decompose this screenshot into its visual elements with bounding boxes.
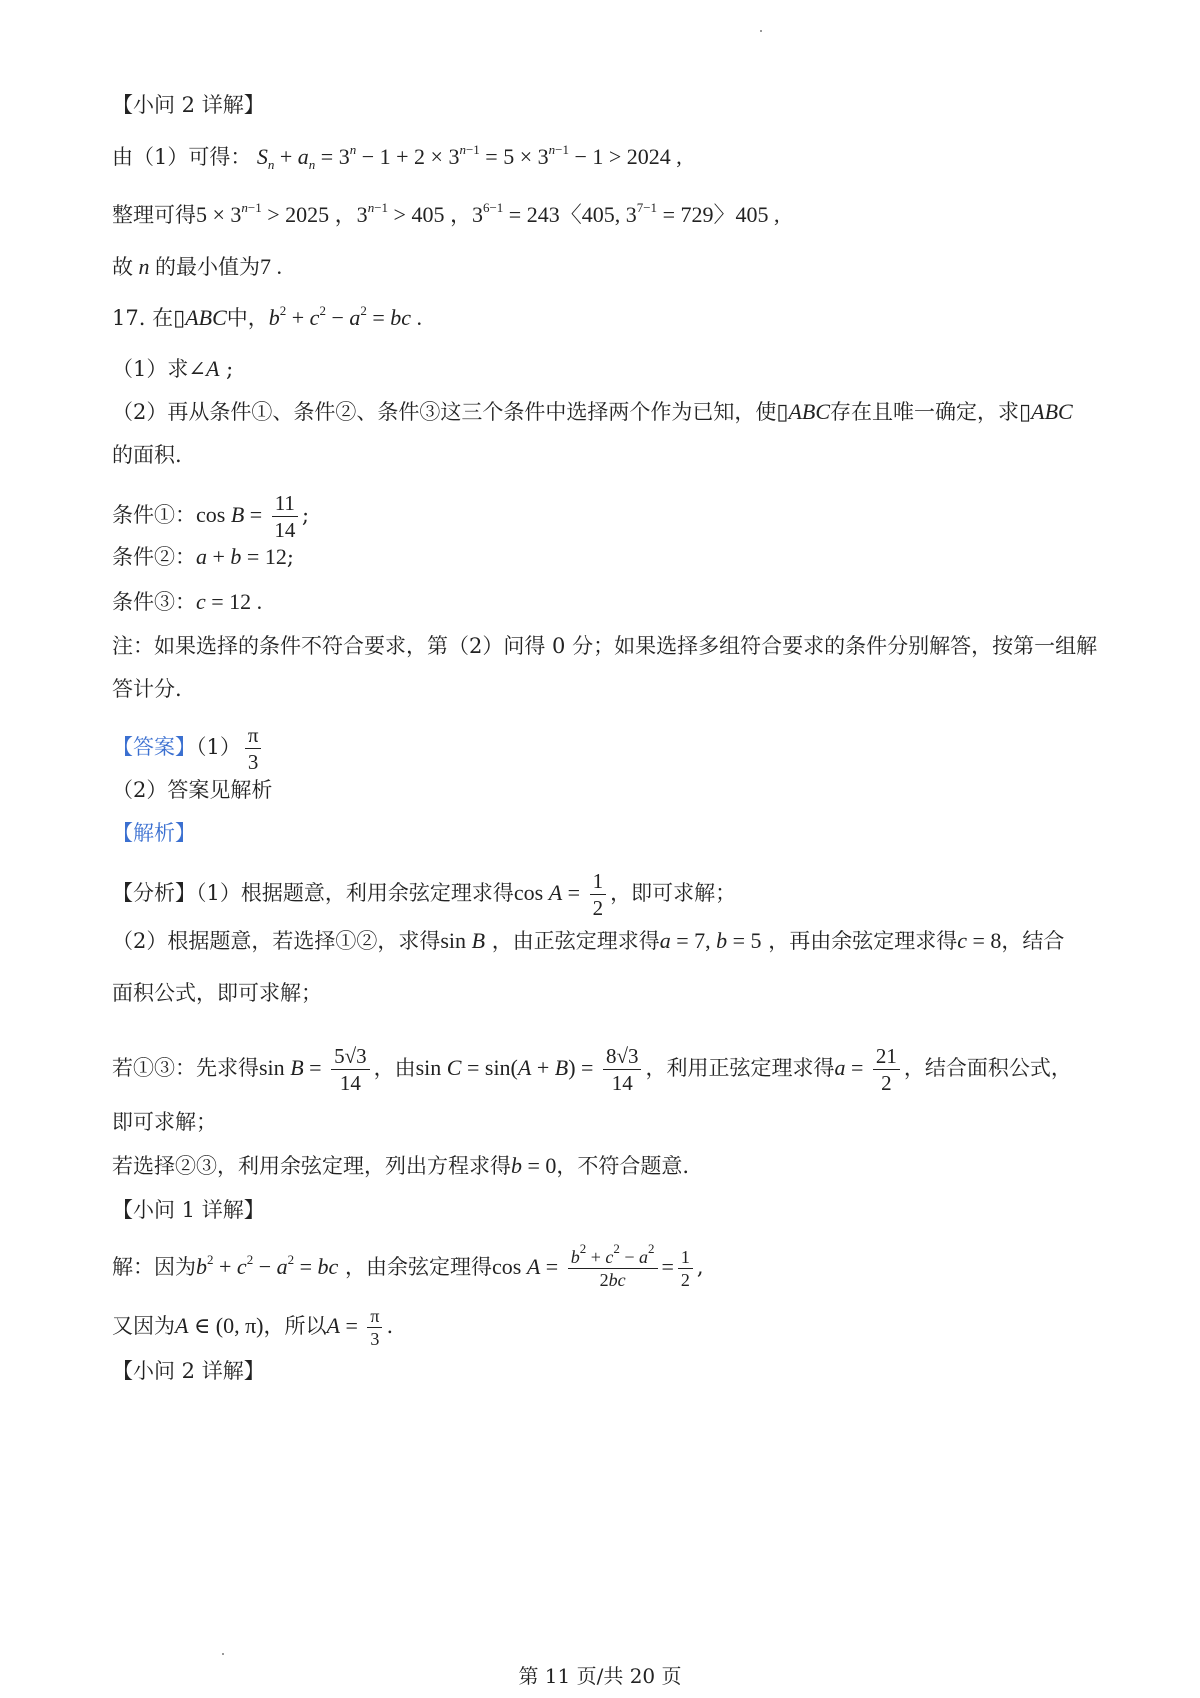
solution-q1-line-1: 解：因为$b^2 + c^2 - a^2$ = bc ，由余弦定理得cos A = $\frac{b^2 + c^2 - a^2}{2bc}$ = $\frac{1}{2}$ , xyxy=(112,1241,704,1290)
solution-line-1: 由（1）可得： $S_n + a_n = 3^n - 1 + 2 \times 3^{n-1} = 5 \times 3^{n-1} - 1 > 2024$ , xyxy=(112,142,682,172)
case-13-cont: 即可求解； xyxy=(112,1110,217,1134)
fenxi-line-1: 【分析】（1）根据题意，利用余弦定理求得cos A = $\frac{1}{2}$ ，即可求解； xyxy=(112,869,737,920)
fenxi-line-2: （2）根据题意，若选择①②，求得sin B ，由正弦定理求得a = 7, b = 5 ，再由余弦定理求得c = 8，结合 xyxy=(112,928,1065,953)
answer-line-2: （2）答案见解析 xyxy=(112,778,273,802)
note-line-1: 注：如果选择的条件不符合要求，第（2）问得 0 分；如果选择多组符合要求的条件分别解答，按第一组解 xyxy=(112,634,1098,658)
question-2: （2）再从条件①、条件②、条件③这三个条件中选择两个作为已知，使▯ABC存在且唯一确定，求▯ABC xyxy=(112,399,1073,424)
section-heading-q1: 【小问 1 详解】 xyxy=(112,1198,265,1222)
condition-1: 条件①：cos B = $\frac{11}{14}$ ; xyxy=(112,491,310,542)
condition-3: 条件③：c = 12 . xyxy=(112,589,263,614)
question-2-cont: 的面积. xyxy=(112,443,182,467)
fenxi-line-3: 面积公式，即可求解； xyxy=(112,981,322,1005)
condition-2: 条件②：a + b = 12; xyxy=(112,544,294,569)
solution-line-2: 整理可得$5 \times 3^{n-1} > 2025$ ，$3^{n-1} > 405$ ，$3^{6-1} = 243$〈405, $3^{7-1} = 729$〉405 , xyxy=(112,200,780,227)
problem-17-stem: 17. 在▯ABC中，$b^2 + c^2 - a^2$ = bc . xyxy=(112,303,423,330)
case-13-line: 若①③：先求得sin B = $\frac{5√3}{14}$ ，由sin C = sin(A + B) = $\frac{8√3}{14}$ ，利用正弦定理求得a = $\frac{21}{2}$ ，结合面积公式， xyxy=(112,1044,1072,1095)
note-line-2: 答计分. xyxy=(112,677,182,701)
section-heading-q2: 【小问 2 详解】 xyxy=(112,93,265,117)
section-heading-q2-b: 【小问 2 详解】 xyxy=(112,1359,265,1383)
solution-line-3: 故 n 的最小值为7 . xyxy=(112,254,282,279)
scan-dot xyxy=(760,30,762,32)
case-23-line: 若选择②③，利用余弦定理，列出方程求得b = 0，不符合题意. xyxy=(112,1153,690,1178)
scan-dot xyxy=(222,1653,224,1655)
question-1: （1）求∠A ; xyxy=(112,356,234,381)
analysis-tag: 【解析】 xyxy=(112,821,196,845)
answer-line-1: 【答案】（1） $\frac{\pi}{3}$ xyxy=(112,722,265,775)
solution-q1-line-2: 又因为A ∈ (0, π)，所以A = $\frac{\pi}{3}$ . xyxy=(112,1306,394,1349)
page-footer: 第 11 页/共 20 页 xyxy=(518,1664,682,1688)
